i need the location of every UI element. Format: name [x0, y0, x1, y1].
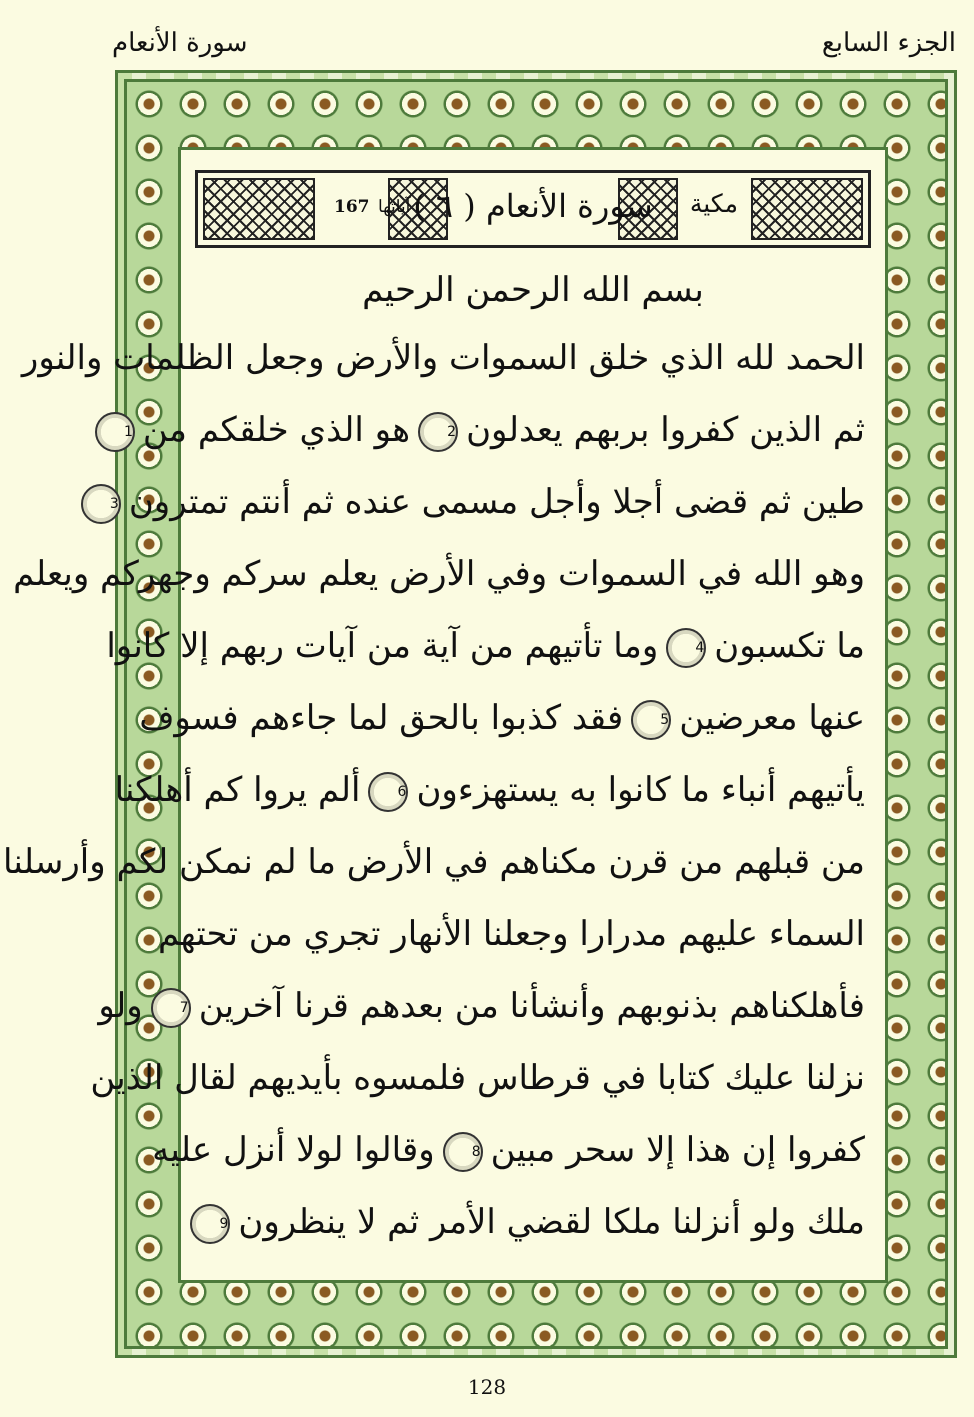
ayah-number-marker: 7: [151, 988, 191, 1028]
verse-text: ثم الذين كفروا بربهم يعدلون: [466, 410, 865, 450]
juz-label: الجزء السابع: [821, 28, 956, 58]
verse-count-label: آياتها: [378, 197, 411, 217]
verse-line: [139, 682, 865, 754]
verse-line: [98, 970, 865, 1042]
verse-text: فقد كذبوا بالحق لما جاءهم فسوف: [139, 698, 624, 738]
verse-line: [109, 466, 865, 538]
verse-text: وما تأتيهم من آية من آيات ربهم إلا كانوا: [106, 626, 659, 666]
basmala: بسم الله الرحمن الرحيم: [362, 270, 704, 310]
verse-text: ما تكسبون: [714, 626, 865, 666]
verse-text: ولو: [98, 986, 143, 1026]
page-number: 128: [467, 1375, 507, 1399]
verse-line: [201, 1186, 865, 1258]
verse-text: وهو الله في السموات وفي الأرض يعلم سركم وجهركم ويعلم: [13, 554, 865, 594]
verse-line: [90, 1042, 865, 1114]
ayah-number-marker: 3: [81, 484, 121, 524]
verse-text: نزلنا عليك كتابا في قرطاس فلمسوه بأيديهم لقال الذين: [90, 1058, 865, 1098]
verse-text: عنها معرضين: [679, 698, 865, 738]
verse-line: [152, 1114, 865, 1186]
ayah-number-marker: 9: [190, 1204, 230, 1244]
verse-lines: [3, 322, 865, 1258]
ayah-number-marker: 8: [443, 1132, 483, 1172]
verse-text: ألم يروا كم أهلكنا: [114, 770, 361, 810]
page-frame: [3, 70, 957, 1358]
ayah-number-marker: 4: [666, 628, 706, 668]
verse-line: [124, 394, 865, 466]
verse-line: [13, 538, 865, 610]
verse-line: [158, 898, 865, 970]
ayah-number-marker: 6: [368, 772, 408, 812]
ayah-number-marker: 1: [95, 412, 135, 452]
verse-text: ملك ولو أنزلنا ملكا لقضي الأمر ثم لا ينظرون: [238, 1202, 865, 1242]
ayah-number-marker: 5: [631, 700, 671, 740]
verse-line: [21, 322, 865, 394]
surah-header-banner: [195, 170, 871, 248]
verse-text: هو الذي خلقكم من: [142, 410, 411, 450]
verse-text: السماء عليهم مدرارا وجعلنا الأنهار تجري من تحتهم: [158, 914, 865, 954]
verse-count-value: 167: [334, 197, 370, 217]
verse-text: من قبلهم من قرن مكناهم في الأرض ما لم نمكن لكم وأرسلنا: [3, 842, 865, 882]
verse-text: وقالوا لولا أنزل عليه: [152, 1130, 435, 1170]
content-panel: [3, 147, 888, 1283]
verse-line: [3, 826, 865, 898]
revelation-type: مكية: [689, 189, 738, 218]
verse-text: فأهلكناهم بذنوبهم وأنشأنا من بعدهم قرنا آخرين: [198, 986, 865, 1026]
surah-title: ( ٦ ) سورة الأنعام: [413, 187, 653, 225]
verse-text: طين ثم قضى أجلا وأجل مسمى عنده ثم أنتم تمترون: [128, 482, 865, 522]
verse-line: [114, 754, 865, 826]
verse-text: يأتيهم أنباء ما كانوا به يستهزءون: [416, 770, 865, 810]
ayah-number-marker: 2: [418, 412, 458, 452]
verse-line: [106, 610, 865, 682]
surah-running-head: سورة الأنعام: [112, 28, 248, 58]
verse-text: كفروا إن هذا إلا سحر مبين: [490, 1130, 865, 1170]
verse-text: الحمد لله الذي خلق السموات والأرض وجعل الظلمات والنور: [21, 338, 865, 378]
